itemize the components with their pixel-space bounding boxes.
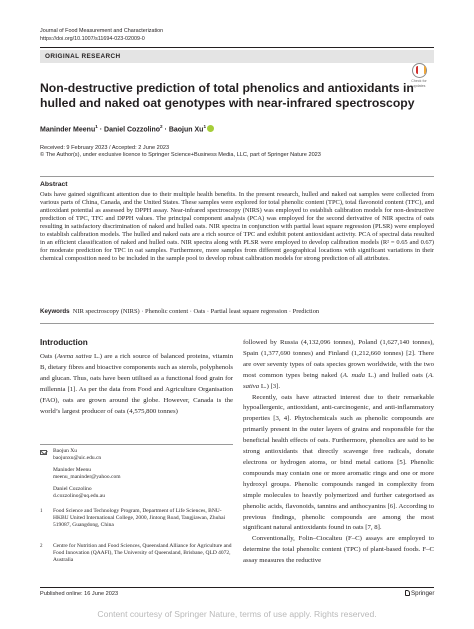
contact-name: Maninder Meenu xyxy=(53,467,92,473)
keywords-rule xyxy=(40,323,434,324)
column-left xyxy=(40,352,233,417)
section-banner xyxy=(40,50,434,63)
species-name: Avena sativa xyxy=(56,353,92,360)
intro-paragraph xyxy=(243,338,434,393)
introduction-heading: Introduction xyxy=(40,338,88,347)
springer-logo xyxy=(405,590,434,597)
affiliation-text: Food Science and Technology Program, Department of Life Sciences, BNU-HKBU United International College, 2000, Jintong Road, Tangjiawan, Zhuhai 519087, Guangdong, China xyxy=(53,508,226,529)
check-updates-label-2: updates xyxy=(412,84,426,89)
affiliation-text: Centre for Nutrition and Food Sciences, Queensland Alliance for Agriculture and Food Innovation (QAAFI), The University of Queensland, Brisbane, QLD 4072, Australia xyxy=(53,543,232,564)
contact-name: Baojun Xu xyxy=(53,448,77,454)
author-separator: · xyxy=(162,126,169,134)
publisher-name: Springer xyxy=(411,590,435,597)
intro-paragraph: Recently, oats have attracted interest due to their remarkable hypoallergenic, antioxidant, anti-carcinogenic, and anti-inflammatory properties [3, 4]. Phytochemicals such as phenolic compounds are primarily present in the outer layers of grains and responsible for the beneficial health effects of oats. Furthermore, phenolics are said to be strong antioxidants that directly scavenge free radicals, donate electrons or hydrogen atoms, or bind metal cations [5]. Phenolic compounds may contain one or more aromatic rings and one or more hydroxyl groups. Phenolic compounds ranged in complexity from simple molecules to heavily polymerized and further categorised as phenolic acids, flavonoids, tannins and anthocyanins [6]. According to previous findings, phenolic compounds are among the most significant natural antioxidants found in oats [7, 8]. xyxy=(243,393,434,532)
text-span: L.) and hulled oats ( xyxy=(365,371,429,379)
doi-link[interactable]: https://doi.org/10.1007/s11694-023-02009-0 xyxy=(40,36,145,42)
affiliation-1 xyxy=(40,508,233,529)
text-span: followed by Russia (4,132,096 tonnes), Poland (1,627,140 tonnes), Spain (1,377,690 tonnes) and Finland (1,212,660 tonnes) [2]. There are over seventy types of oats species grown worldwide, with the two most common types being naked ( xyxy=(243,339,434,379)
envelope-icon xyxy=(40,450,47,455)
author-affiliation-mark: 2 xyxy=(160,124,163,129)
affiliation-mark: 1 xyxy=(40,509,43,514)
copyright-line: © The Author(s), under exclusive licence to Springer Science+Business Media, LLC, part of Springer Nature 2023 xyxy=(40,152,321,159)
keywords-label: Keywords xyxy=(40,308,70,315)
affiliation-2 xyxy=(40,543,233,564)
orcid-icon[interactable] xyxy=(207,125,214,132)
author-list xyxy=(40,124,214,133)
column-right xyxy=(243,338,434,567)
text-span: Oats ( xyxy=(40,353,57,360)
affiliation-mark: 2 xyxy=(40,544,43,549)
contact-email[interactable]: meenu_maninder@yahoo.com xyxy=(53,474,121,481)
abstract-text: Oats have gained significant attention due to their multiple health benefits. In the present research, hulled and naked oat samples were collected from various parts of China, Canada, and the United States. These samples were explored for total phenolic content (TPC), total flavonoid content (TFC), and antioxidant potential as assessed by DPPH assay. Near-infrared spectroscopy (NIRS) was employed to establish calibration models for non-destructive prediction of TPC, TFC and DPPH values. The principal component analysis (PCA) was employed for the second derivative of NIR spectra of oats resulting in satisfactory discrimination of naked and hulled oats. NIR spectra in conjunction with partial least square regression (PLSR) were employed to establish calibration models. The hulled and naked oats are a rich source of TPC and exhibit potent antioxidant activity. PCA of spectral data resulted in an efficient classification of naked and hulled oats. NIR spectra along with PLSR were employed to develop calibration models (R² = 0.65 and 0.67) for moderate prediction for TPC in oat samples. Furthermore, more samples from different geographical locations with significant variations in their chemical composition need to be included in the sample pool to develop robust calibration models for strong prediction of all attributes. xyxy=(40,191,434,263)
author-name[interactable]: Baojun Xu xyxy=(168,126,204,134)
species-name: A. nuda xyxy=(342,371,366,379)
footnote-rule xyxy=(40,444,233,445)
check-updates-icon xyxy=(412,63,427,78)
keywords xyxy=(40,308,434,316)
springer-horse-icon xyxy=(405,590,410,596)
author-contact xyxy=(40,486,233,500)
section-label: ORIGINAL RESEARCH xyxy=(45,52,121,60)
text-span: L.) are a rich source of balanced proteins, vitamin B, dietary fibres and bioactive components such as sterols, polyphenols and glucan. Thus, oats have been utilised as a functional food grain for millennia [1]. As per the data from Food and Agriculture Organisation (FAO), oats are grown around the globe. However, Canada is the world’s largest producer of oats (4,575,800 tonnes) xyxy=(40,353,233,415)
check-updates-label-1: Check for xyxy=(411,79,427,83)
footer-rule xyxy=(40,587,434,588)
keywords-list: NIR spectroscopy (NIRS) · Phenolic content · Oats · Partial least square regression · Prediction xyxy=(72,308,320,315)
species-name: A. sativa xyxy=(243,371,434,390)
contact-email[interactable]: d.cozzolino@uq.edu.au xyxy=(53,493,105,500)
author-name[interactable]: Daniel Cozzolino xyxy=(104,126,161,134)
corresponding-author xyxy=(40,448,233,462)
abstract-heading: Abstract xyxy=(40,181,68,188)
intro-paragraph xyxy=(40,352,233,417)
author-contact xyxy=(40,467,233,481)
article-title: Non-destructive prediction of total phenolics and antioxidants in hulled and naked oat genotypes with near-infrared spectroscopy xyxy=(40,81,415,110)
header-rule xyxy=(40,47,434,48)
publication-dates xyxy=(40,145,321,160)
courtesy-watermark: Content courtesy of Springer Nature, terms of use apply. Rights reserved. xyxy=(97,609,377,619)
published-online: Published online: 16 June 2023 xyxy=(40,591,119,597)
abstract-rule xyxy=(40,176,434,177)
author-affiliation-mark: 1 xyxy=(95,124,98,129)
author-separator: · xyxy=(97,126,105,134)
received-accepted: Received: 9 February 2023 / Accepted: 2 June 2023 xyxy=(40,145,170,151)
journal-name: Journal of Food Measurement and Characterization xyxy=(40,28,164,34)
author-affiliation-mark: 1 xyxy=(203,124,207,129)
text-span: L.) [3]. xyxy=(259,382,281,390)
intro-paragraph: Conventionally, Folin–Ciocalteu (F–C) assays are employed to determine the total phenolic content (TPC) of plant-based foods. F–C assay measures the reductive xyxy=(243,535,434,565)
contact-email[interactable]: baojunxu@uic.edu.cn xyxy=(53,455,102,462)
author-name[interactable]: Maninder Meenu xyxy=(40,126,96,134)
contact-name: Daniel Cozzolino xyxy=(53,486,92,492)
